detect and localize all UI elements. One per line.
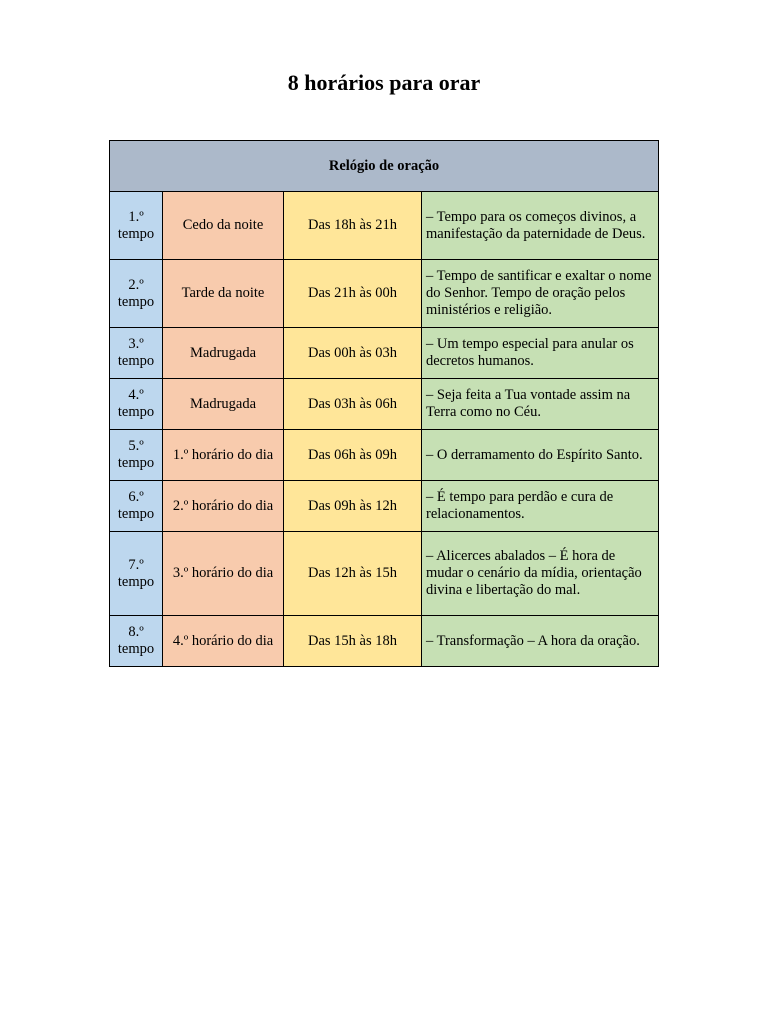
period-description: – Tempo de santificar e exaltar o nome do Senhor. Tempo de oração pelos ministérios e religião.: [422, 260, 659, 328]
period-name: Tarde da noite: [163, 260, 284, 328]
period-description: – O derramamento do Espírito Santo.: [422, 430, 659, 481]
period-description: – Transformação – A hora da oração.: [422, 616, 659, 667]
period-number: 4.º tempo: [110, 379, 163, 430]
table-row: [110, 616, 659, 667]
period-description: – Tempo para os começos divinos, a manifestação da paternidade de Deus.: [422, 192, 659, 260]
period-time: Das 06h às 09h: [284, 430, 422, 481]
period-description: – Seja feita a Tua vontade assim na Terra como no Céu.: [422, 379, 659, 430]
table-header-row: [110, 141, 659, 192]
period-number: 2.º tempo: [110, 260, 163, 328]
table-row: [110, 379, 659, 430]
period-number: 7.º tempo: [110, 532, 163, 616]
period-time: Das 21h às 00h: [284, 260, 422, 328]
table-row: [110, 481, 659, 532]
period-name: 2.º horário do dia: [163, 481, 284, 532]
period-name: 4.º horário do dia: [163, 616, 284, 667]
table-row: [110, 328, 659, 379]
period-time: Das 12h às 15h: [284, 532, 422, 616]
period-name: 3.º horário do dia: [163, 532, 284, 616]
period-number: 5.º tempo: [110, 430, 163, 481]
period-number: 3.º tempo: [110, 328, 163, 379]
period-name: Madrugada: [163, 379, 284, 430]
prayer-clock-table: [109, 140, 659, 667]
page-title: 8 horários para orar: [287, 70, 481, 95]
period-name: Cedo da noite: [163, 192, 284, 260]
period-time: Das 18h às 21h: [284, 192, 422, 260]
period-time: Das 03h às 06h: [284, 379, 422, 430]
table-row: [110, 260, 659, 328]
period-description: – Um tempo especial para anular os decretos humanos.: [422, 328, 659, 379]
period-time: Das 15h às 18h: [284, 616, 422, 667]
table-header: Relógio de oração: [110, 141, 659, 192]
period-description: – Alicerces abalados – É hora de mudar o cenário da mídia, orientação divina e libertação do mal.: [422, 532, 659, 616]
period-description: – É tempo para perdão e cura de relacionamentos.: [422, 481, 659, 532]
table-row: [110, 192, 659, 260]
period-name: Madrugada: [163, 328, 284, 379]
period-time: Das 00h às 03h: [284, 328, 422, 379]
period-number: 6.º tempo: [110, 481, 163, 532]
table-row: [110, 430, 659, 481]
period-name: 1.º horário do dia: [163, 430, 284, 481]
period-time: Das 09h às 12h: [284, 481, 422, 532]
period-number: 8.º tempo: [110, 616, 163, 667]
period-number: 1.º tempo: [110, 192, 163, 260]
table-row: [110, 532, 659, 616]
